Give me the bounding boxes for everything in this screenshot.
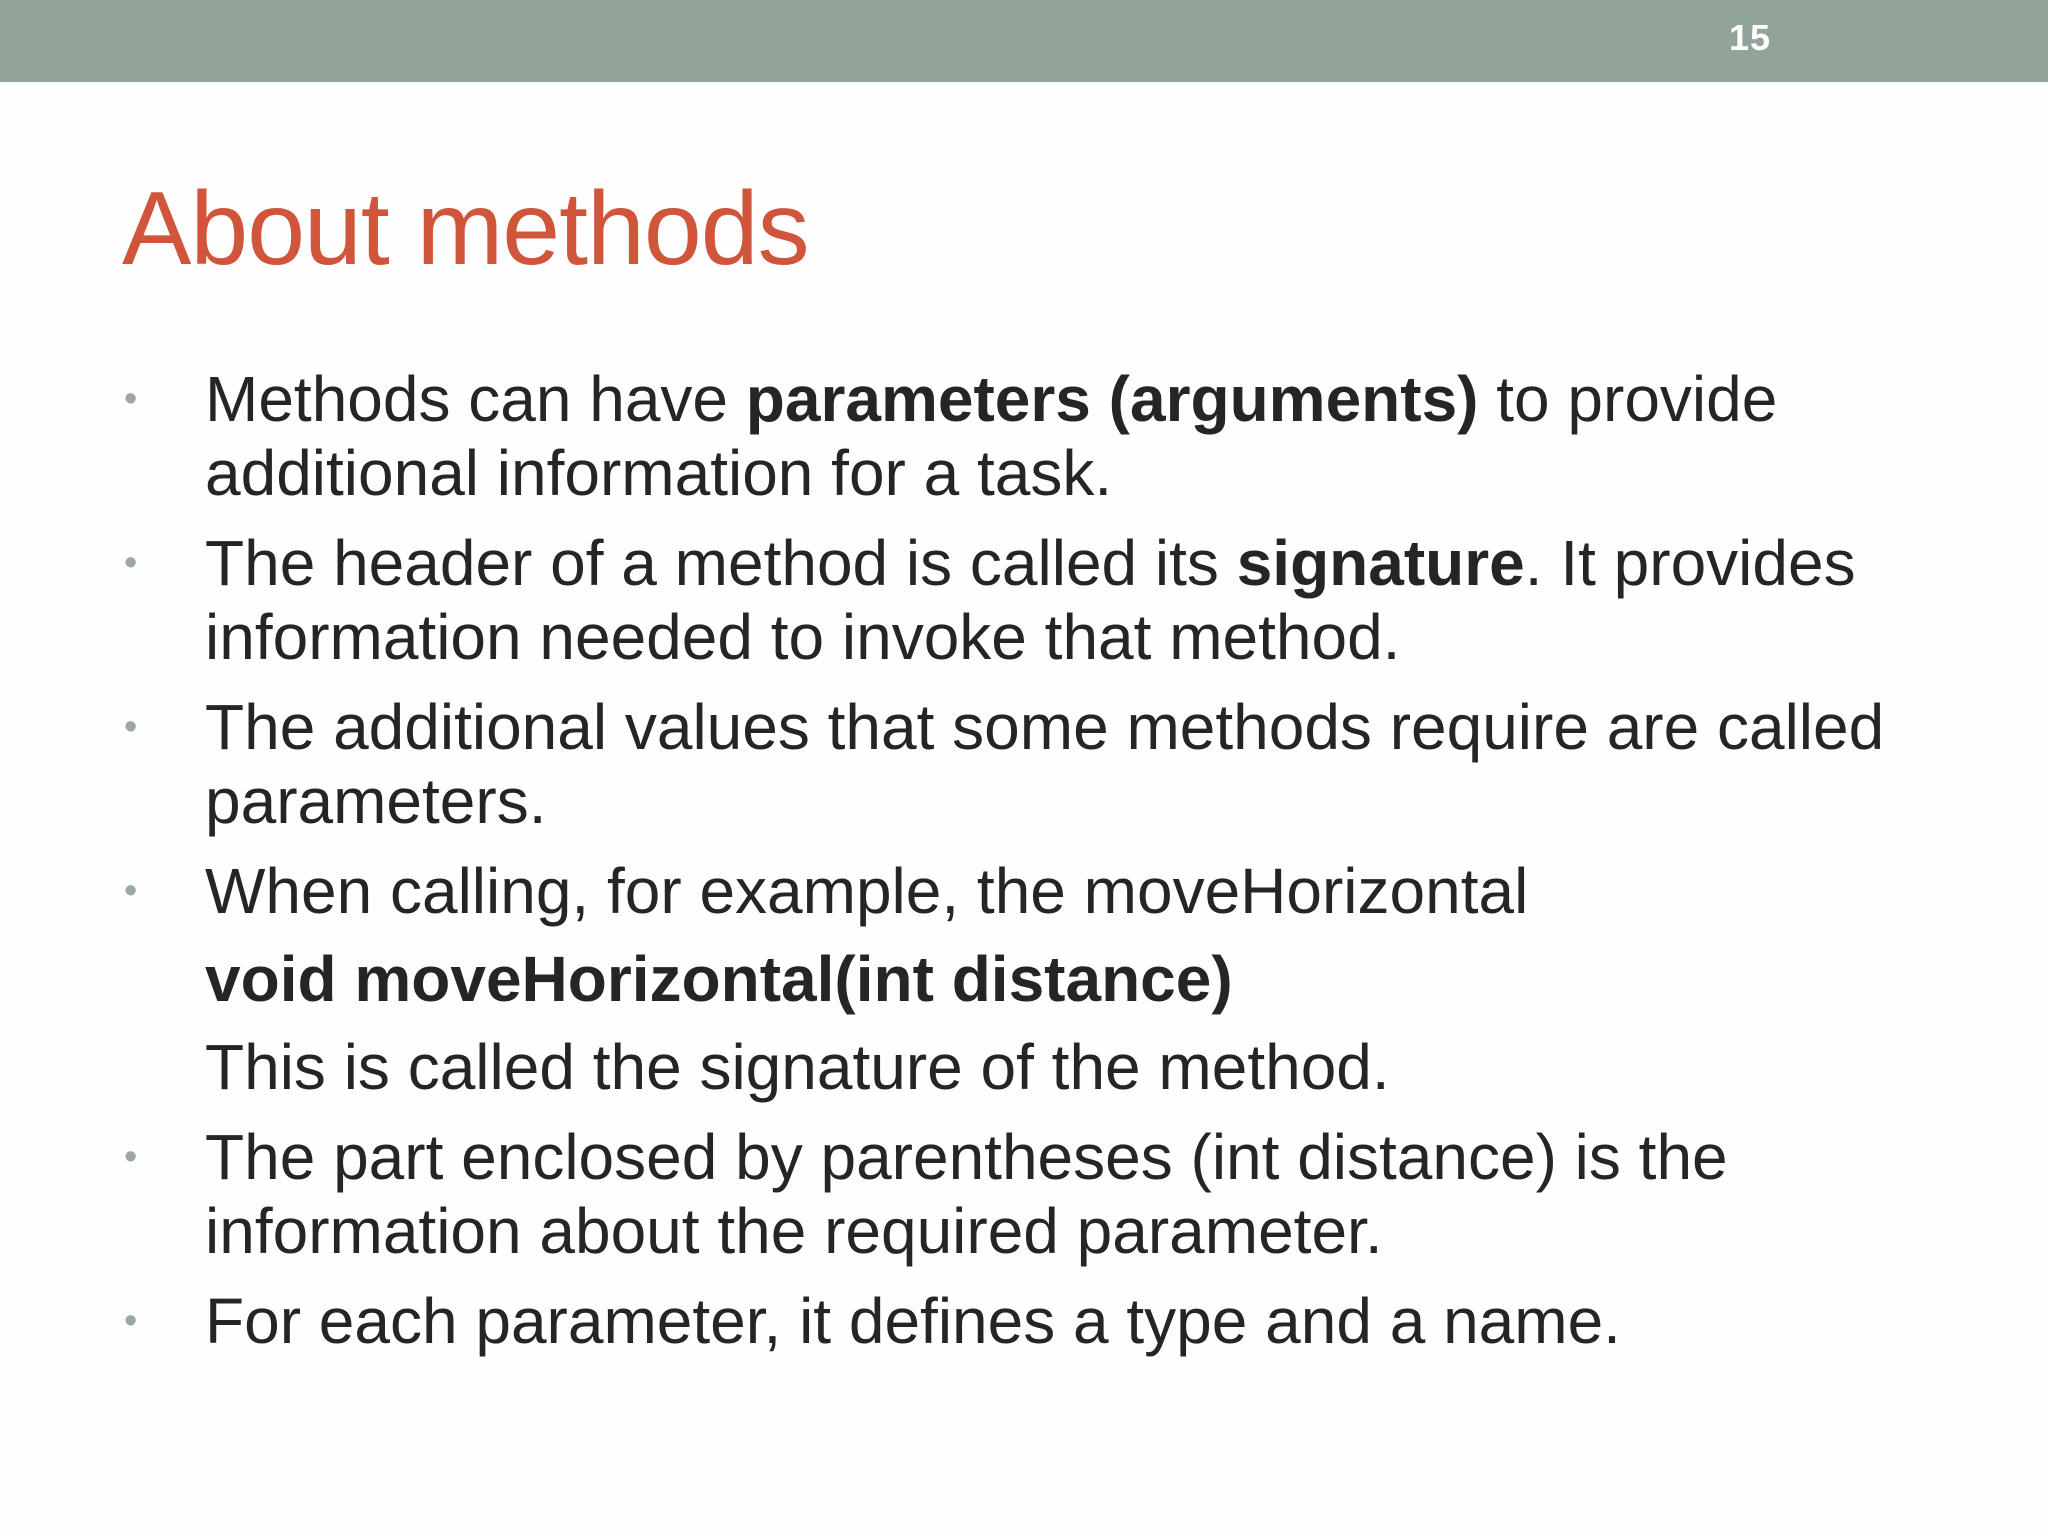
signature-explanation: This is called the signature of the method.: [205, 1031, 1390, 1103]
bullet-item-parameters: [112, 362, 1942, 510]
bullet-text: Methods can have: [205, 363, 746, 435]
bullet-text: For each parameter, it defines a type and a name.: [205, 1285, 1621, 1357]
bullet-text: The part enclosed by parentheses (int distance) is the information about the required parameter.: [205, 1121, 1728, 1267]
bullet-text: . It provides information needed to invoke that method.: [205, 527, 1856, 673]
bullet-item-parentheses: [112, 1120, 1942, 1268]
bullet-list: [112, 362, 1942, 1374]
bullet-item-example: [112, 854, 1942, 1104]
bold-term: parameters (arguments): [745, 363, 1479, 435]
bullet-item-type-name: [112, 1284, 1942, 1358]
bullet-text: • When calling, for example, the moveHorizontal: [205, 855, 1529, 927]
bullet-text: The header of a method is called its: [205, 527, 1237, 599]
method-signature: void moveHorizontal(int distance): [205, 943, 1233, 1015]
bold-term: signature: [1236, 527, 1525, 599]
top-bar: [0, 0, 2048, 82]
bullet-text: to provide additional information for a task.: [205, 363, 1778, 509]
slide-number: 15: [1728, 17, 1771, 58]
bullet-item-signature: [112, 526, 1942, 674]
bullet-text: The additional values that some methods require are called parameters.: [205, 691, 1885, 837]
bullet-item-additional-values: [112, 690, 1942, 838]
slide-title: About methods: [122, 171, 809, 287]
